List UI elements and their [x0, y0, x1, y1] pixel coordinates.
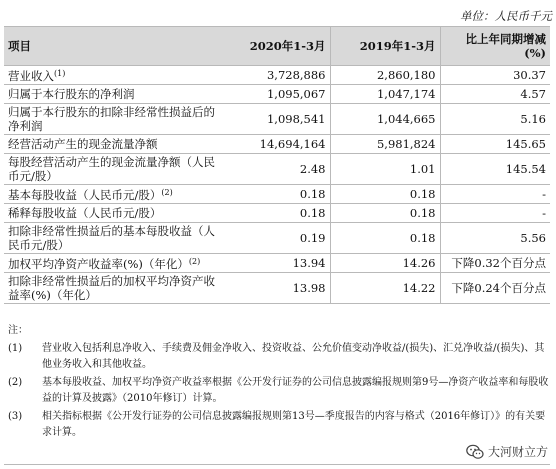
footnote-number: (2) — [8, 377, 23, 388]
row-value-2020: 0.18 — [220, 204, 330, 223]
financial-summary-table — [4, 26, 550, 304]
wechat-logo-icon — [466, 444, 484, 460]
row-value-change: 145.65 — [440, 135, 550, 154]
watermark — [464, 442, 550, 461]
table-row — [4, 154, 550, 185]
row-value-2019: 14.26 — [330, 254, 440, 273]
header-item: 项目 — [4, 27, 220, 66]
row-value-2020: 3,728,886 — [220, 66, 330, 85]
row-label: 扣除非经常性损益后的基本每股收益（人民币元/股） — [4, 223, 220, 254]
row-value-2020: 2.48 — [220, 154, 330, 185]
footnote-text: 基本每股收益、加权平均净资产收益率根据《公开发行证券的公司信息披露编报规则第9号—净资产收益率和每股收益的计算及披露》（2010年修订）计算。 — [42, 377, 549, 404]
row-value-change: 下降0.24个百分点 — [440, 273, 550, 304]
row-value-2020: 1,095,067 — [220, 85, 330, 104]
row-label: 经营活动产生的现金流量净额 — [4, 135, 220, 154]
row-value-2019: 1,044,665 — [330, 104, 440, 135]
row-value-2019: 1,047,174 — [330, 85, 440, 104]
table-row — [4, 85, 550, 104]
row-label: 基本每股收益（人民币元/股）$^{(2)}$ — [4, 185, 220, 204]
footnote-item — [4, 341, 550, 373]
row-value-2019: 14.22 — [330, 273, 440, 304]
footnote-text: 相关指标根据《公开发行证券的公司信息披露编报规则第13号—季度报告的内容与格式（2016年修订）》的有关要求计算。 — [42, 411, 546, 438]
header-2019q1: 2019年1-3月 — [330, 27, 440, 66]
row-value-2020: 13.98 — [220, 273, 330, 304]
footnote-text: 营业收入包括利息净收入、手续费及佣金净收入、投资收益、公允价值变动净收益/(损失)、汇兑净收益/(损失)、其他业务收入和其他收益。 — [42, 343, 545, 370]
footnote-number: (3) — [8, 411, 23, 422]
row-value-2019: 0.18 — [330, 185, 440, 204]
footnotes — [4, 323, 550, 441]
table-row — [4, 66, 550, 85]
row-value-change: 30.37 — [440, 66, 550, 85]
footnotes-title: 注： — [8, 325, 28, 336]
row-label: 每股经营活动产生的现金流量净额（人民币元/股） — [4, 154, 220, 185]
table-header-row — [4, 27, 550, 66]
row-value-2020: 14,694,164 — [220, 135, 330, 154]
row-value-2019: 0.18 — [330, 204, 440, 223]
row-label: 扣除非经常性损益后的加权平均净资产收益率(%)（年化） — [4, 273, 220, 304]
row-value-change: 4.57 — [440, 85, 550, 104]
row-label: 加权平均净资产收益率(%)（年化）$^{(2)}$ — [4, 254, 220, 273]
table-row — [4, 104, 550, 135]
footnote-item — [4, 375, 550, 407]
bottom-divider — [4, 464, 550, 465]
row-value-2019: 0.18 — [330, 223, 440, 254]
table-row — [4, 204, 550, 223]
row-value-change: 5.56 — [440, 223, 550, 254]
row-value-change: - — [440, 204, 550, 223]
row-label: 营业收入$^{(1)}$ — [4, 66, 220, 85]
table-row — [4, 273, 550, 304]
row-value-change: 145.54 — [440, 154, 550, 185]
watermark-text: 大河财立方 — [487, 445, 548, 459]
header-yoy-change: 比上年同期增减(%) — [440, 27, 550, 66]
footnote-number: (1) — [8, 343, 23, 354]
header-2020q1: 2020年1-3月 — [220, 27, 330, 66]
row-value-change: 下降0.32个百分点 — [440, 254, 550, 273]
unit-label: 单位：人民币千元 — [460, 9, 552, 23]
row-value-2019: 5,981,824 — [330, 135, 440, 154]
row-value-2019: 2,860,180 — [330, 66, 440, 85]
row-label: 归属于本行股东的净利润 — [4, 85, 220, 104]
table-row — [4, 135, 550, 154]
row-value-2019: 1.01 — [330, 154, 440, 185]
row-value-change: 5.16 — [440, 104, 550, 135]
row-label: 归属于本行股东的扣除非经常性损益后的净利润 — [4, 104, 220, 135]
table-row — [4, 185, 550, 204]
row-value-2020: 0.19 — [220, 223, 330, 254]
table-row — [4, 223, 550, 254]
row-value-2020: 1,098,541 — [220, 104, 330, 135]
table-row — [4, 254, 550, 273]
row-value-2020: 0.18 — [220, 185, 330, 204]
footnote-item — [4, 409, 550, 441]
row-value-2020: 13.94 — [220, 254, 330, 273]
row-label: 稀释每股收益（人民币元/股） — [4, 204, 220, 223]
row-value-change: - — [440, 185, 550, 204]
